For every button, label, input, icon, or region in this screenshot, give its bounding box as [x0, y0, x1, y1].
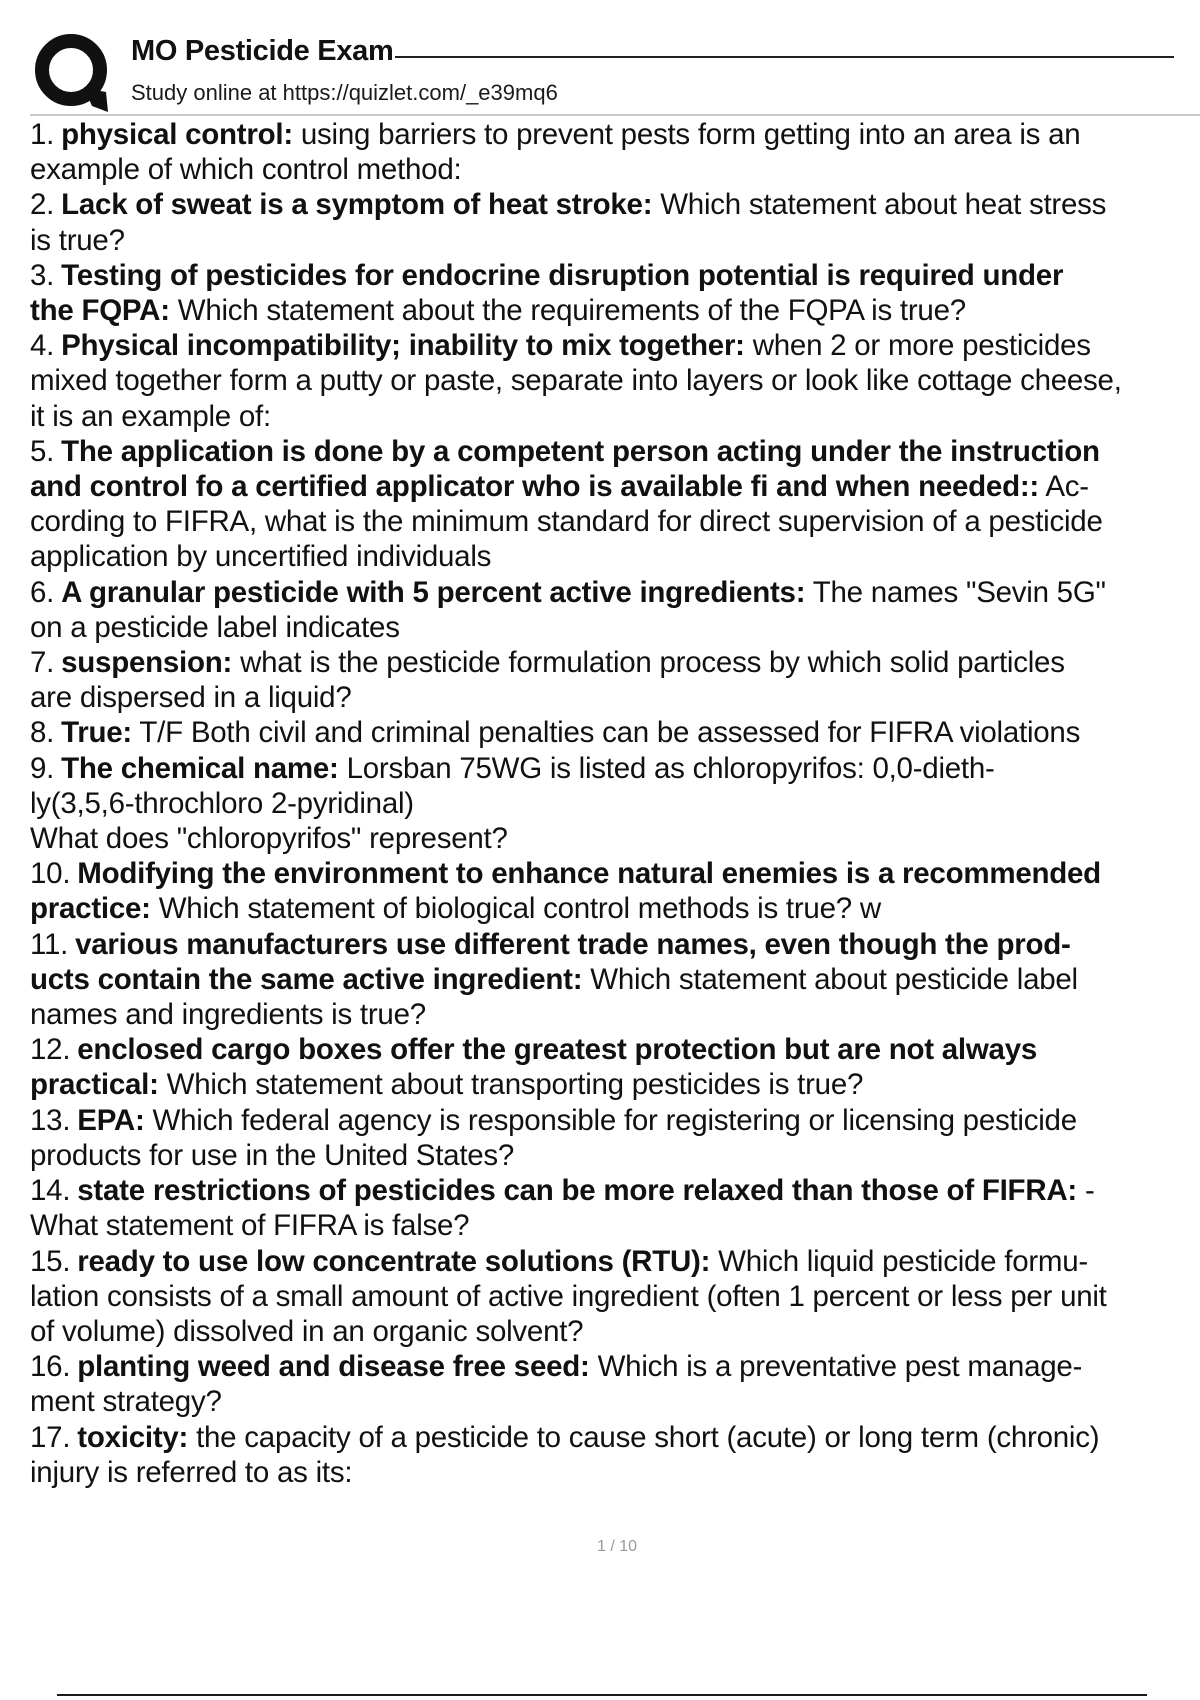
question-text: Which statement about heat stress — [660, 188, 1107, 222]
answer-term: state restrictions of pesticides can be more relaxed than those of FIFRA: — [77, 1174, 1078, 1208]
answer-term: A granular pesticide with 5 percent active ingredients: — [61, 575, 806, 609]
question-item — [30, 1244, 1200, 1350]
answer-term: and control fo a certified applicator who is available fi and when needed:: — [30, 470, 1040, 504]
answer-term: Physical incompatibility; inability to mix together: — [61, 329, 745, 363]
question-text: cording to FIFRA, what is the minimum standard for direct supervision of a pesticide — [30, 505, 1103, 539]
question-number: 3. — [30, 258, 55, 292]
question-item — [30, 715, 1200, 750]
question-item — [30, 1173, 1200, 1243]
answer-term: various manufacturers use different trade names, even though the prod- — [75, 927, 1071, 961]
question-text: mixed together form a putty or paste, separate into layers or look like cottage cheese, — [30, 364, 1122, 398]
question-item — [30, 187, 1200, 257]
document-header — [30, 32, 1180, 112]
answer-term: suspension: — [61, 646, 233, 680]
question-number: 9. — [30, 751, 55, 785]
question-number: 12. — [30, 1033, 71, 1067]
answer-term: The application is done by a competent person acting under the instruction — [61, 434, 1100, 468]
question-text: The names "Sevin 5G" — [812, 575, 1106, 609]
question-text: Which federal agency is responsible for registering or licensing pesticide — [152, 1103, 1077, 1137]
question-number: 1. — [30, 118, 55, 151]
question-item — [30, 117, 1200, 187]
answer-term: physical control: — [61, 118, 293, 151]
answer-term: toxicity: — [77, 1420, 189, 1454]
question-text: what is the pesticide formulation process by which solid particles — [240, 646, 1065, 680]
quizlet-q-logo-icon — [32, 32, 114, 114]
question-item — [30, 1420, 1200, 1490]
question-number: 15. — [30, 1244, 71, 1278]
answer-term: Lack of sweat is a symptom of heat stroke: — [61, 188, 653, 222]
question-text: Which statement about pesticide label — [590, 962, 1078, 996]
question-text: are dispersed in a liquid? — [30, 681, 352, 715]
question-number: 17. — [30, 1420, 71, 1454]
question-text: when 2 or more pesticides — [752, 329, 1091, 363]
footer-divider — [57, 1694, 1147, 1696]
question-text: Ac- — [1045, 470, 1089, 504]
page-indicator: 1 / 10 — [596, 1538, 638, 1555]
question-number: 13. — [30, 1103, 71, 1137]
answer-term: ucts contain the same active ingredient: — [30, 962, 583, 996]
question-item — [30, 1349, 1200, 1419]
answer-term: The chemical name: — [61, 751, 339, 785]
question-text: What statement of FIFRA is false? — [30, 1209, 470, 1243]
question-number: 16. — [30, 1350, 71, 1384]
question-item — [30, 751, 1200, 857]
question-item — [30, 856, 1200, 926]
question-number: 11. — [30, 927, 69, 961]
question-text: using barriers to prevent pests form getting into an area is an — [300, 118, 1081, 151]
question-text: - — [1084, 1174, 1095, 1208]
question-number: 10. — [30, 857, 71, 891]
question-item — [30, 328, 1200, 434]
answer-term: ready to use low concentrate solutions (RTU): — [77, 1244, 711, 1278]
answer-term: planting weed and disease free seed: — [77, 1350, 590, 1384]
question-text: example of which control method: — [30, 153, 462, 187]
question-item — [30, 1103, 1200, 1173]
answer-term: practical: — [30, 1068, 159, 1102]
question-text: it is an example of: — [30, 399, 271, 433]
question-text: T/F Both civil and criminal penalties can be assessed for FIFRA violations — [139, 716, 1081, 750]
question-item — [30, 575, 1200, 645]
question-text: Which liquid pesticide formu- — [718, 1244, 1088, 1278]
question-number: 8. — [30, 716, 55, 750]
study-online-link[interactable]: Study online at https://quizlet.com/_e39mq6 — [131, 80, 558, 105]
answer-term: enclosed cargo boxes offer the greatest protection but are not always — [77, 1033, 1038, 1067]
answer-term: EPA: — [77, 1103, 145, 1137]
answer-term: practice: — [30, 892, 151, 926]
question-text: lation consists of a small amount of active ingredient (often 1 percent or less per unit — [30, 1279, 1107, 1313]
answer-term: Testing of pesticides for endocrine disruption potential is required under — [61, 258, 1064, 292]
question-text: Which statement about the requirements of the FQPA is true? — [177, 294, 966, 328]
document-title: MO Pesticide Exam — [131, 35, 394, 67]
question-text: names and ingredients is true? — [30, 998, 426, 1032]
question-text: injury is referred to as its: — [30, 1455, 353, 1489]
question-item — [30, 434, 1200, 575]
question-text: is true? — [30, 223, 125, 257]
question-text: Which is a preventative pest manage- — [597, 1350, 1083, 1384]
question-number: 14. — [30, 1174, 71, 1208]
question-text: ment strategy? — [30, 1385, 222, 1419]
question-item — [30, 1032, 1200, 1102]
question-text: the capacity of a pesticide to cause short (acute) or long term (chronic) — [196, 1420, 1100, 1454]
question-text: Which statement about transporting pesticides is true? — [166, 1068, 864, 1102]
question-item — [30, 645, 1200, 715]
question-text: What does "chloropyrifos" represent? — [30, 822, 508, 856]
question-text: Which statement of biological control methods is true? w — [158, 892, 881, 926]
answer-term: Modifying the environment to enhance natural enemies is a recommended — [77, 857, 1101, 891]
question-number: 2. — [30, 188, 55, 222]
answer-term: the FQPA: — [30, 294, 170, 328]
question-number: 6. — [30, 575, 55, 609]
question-text: of volume) dissolved in an organic solvent? — [30, 1314, 584, 1348]
question-text: ly(3,5,6-throchloro 2-pyridinal) — [30, 786, 414, 820]
question-list — [30, 117, 1200, 1490]
question-text: products for use in the United States? — [30, 1138, 515, 1172]
question-text: application by uncertified individuals — [30, 540, 492, 574]
question-item — [30, 927, 1200, 1033]
question-number: 7. — [30, 646, 55, 680]
question-text: Lorsban 75WG is listed as chloropyrifos: 0,0-dieth- — [346, 751, 995, 785]
question-text: on a pesticide label indicates — [30, 610, 400, 644]
answer-term: True: — [61, 716, 132, 750]
question-number: 4. — [30, 329, 55, 363]
question-number: 5. — [30, 434, 55, 468]
header-divider — [30, 114, 1200, 116]
question-item — [30, 258, 1200, 328]
